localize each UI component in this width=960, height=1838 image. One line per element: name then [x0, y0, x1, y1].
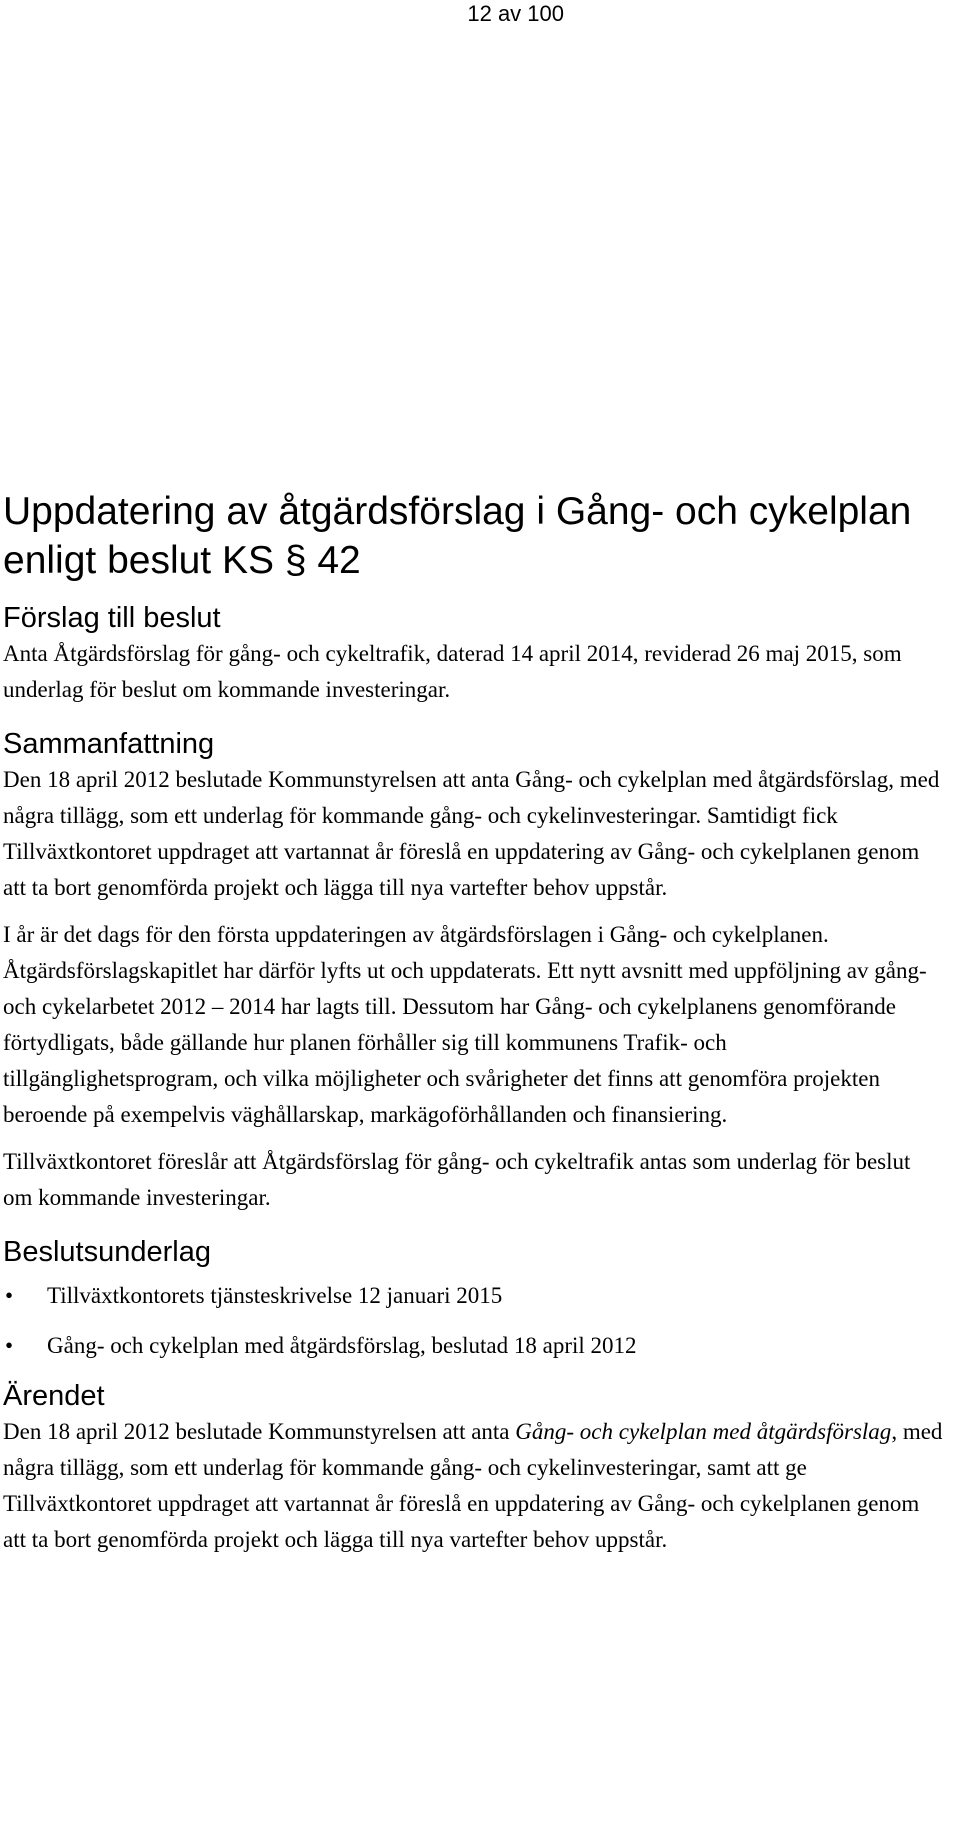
- list-item: [3, 1328, 943, 1364]
- arendet-text-end: , med några tillägg, som ett underlag för kommande gång- och cykelinvesteringar, samt att ge Tillväxtkontoret uppdraget att vartannat år föreslå en uppdatering av Gång- och cykelplanen genom att ta bort genomförda projekt och lägga till nya vartefter behov uppstår.: [3, 1419, 943, 1552]
- document-body: [3, 487, 943, 1558]
- heading-beslutsunderlag: Beslutsunderlag: [3, 1236, 211, 1268]
- list-item-text: Gång- och cykelplan med åtgärdsförslag, beslutad 18 april 2012: [47, 1333, 637, 1358]
- forslag-text: Anta Åtgärdsförslag för gång- och cykeltrafik, daterad 14 april 2014, reviderad 26 maj 2015, som underlag för beslut om kommande investeringar.: [3, 641, 902, 702]
- heading-arendet: Ärendet: [3, 1380, 105, 1412]
- bullet-icon: •: [5, 1333, 14, 1358]
- sammanfattning-paragraph-2: I år är det dags för den första uppdateringen av åtgärdsförslagen i Gång- och cykelplanen. Åtgärdsförslagskapitlet har därför lyfts ut och uppdaterats. Ett nytt avsnitt med uppföljning av gång- och cykelarbetet 2012 – 2014 har lagts till. Dessutom har Gång- och cykelplanens genomförande förtydligats, både gällande hur planen förhåller sig till kommunens Trafik- och tillgänglighetsprogram, och vilka möjligheter och svårigheter det finns att genomföra projekten beroende på exempelvis väghållarskap, markägoförhållanden och finansiering.: [3, 922, 927, 1127]
- list-item: [3, 1278, 943, 1314]
- arendet-text-start: Den 18 april 2012 beslutade Kommunstyrelsen att anta: [3, 1419, 516, 1444]
- sammanfattning-paragraph-3: Tillväxtkontoret föreslår att Åtgärdsförslag för gång- och cykeltrafik antas som underlag för beslut om kommande investeringar.: [3, 1149, 911, 1210]
- document-title: Uppdatering av åtgärdsförslag i Gång- och cykelplan enligt beslut KS § 42: [3, 490, 912, 582]
- bullet-icon: •: [5, 1283, 14, 1308]
- arendet-text: [3, 1414, 943, 1558]
- heading-sammanfattning: Sammanfattning: [3, 728, 215, 760]
- beslutsunderlag-list: [3, 1278, 943, 1364]
- heading-forslag-till-beslut: Förslag till beslut: [3, 602, 221, 634]
- sammanfattning-paragraph-1: Den 18 april 2012 beslutade Kommunstyrelsen att anta Gång- och cykelplan med åtgärdsförslag, med några tillägg, som ett underlag för kommande gång- och cykelinvesteringar. Samtidigt fick Tillväxtkontoret uppdraget att vartannat år föreslå en uppdatering av Gång- och cykelplanen genom att ta bort genomförda projekt och lägga till nya vartefter behov uppstår.: [3, 767, 940, 900]
- arendet-plan-title: Gång- och cykelplan med åtgärdsförslag: [515, 1419, 892, 1444]
- list-item-text: Tillväxtkontorets tjänsteskrivelse 12 januari 2015: [47, 1283, 503, 1308]
- page-number: 12 av 100: [467, 1, 564, 26]
